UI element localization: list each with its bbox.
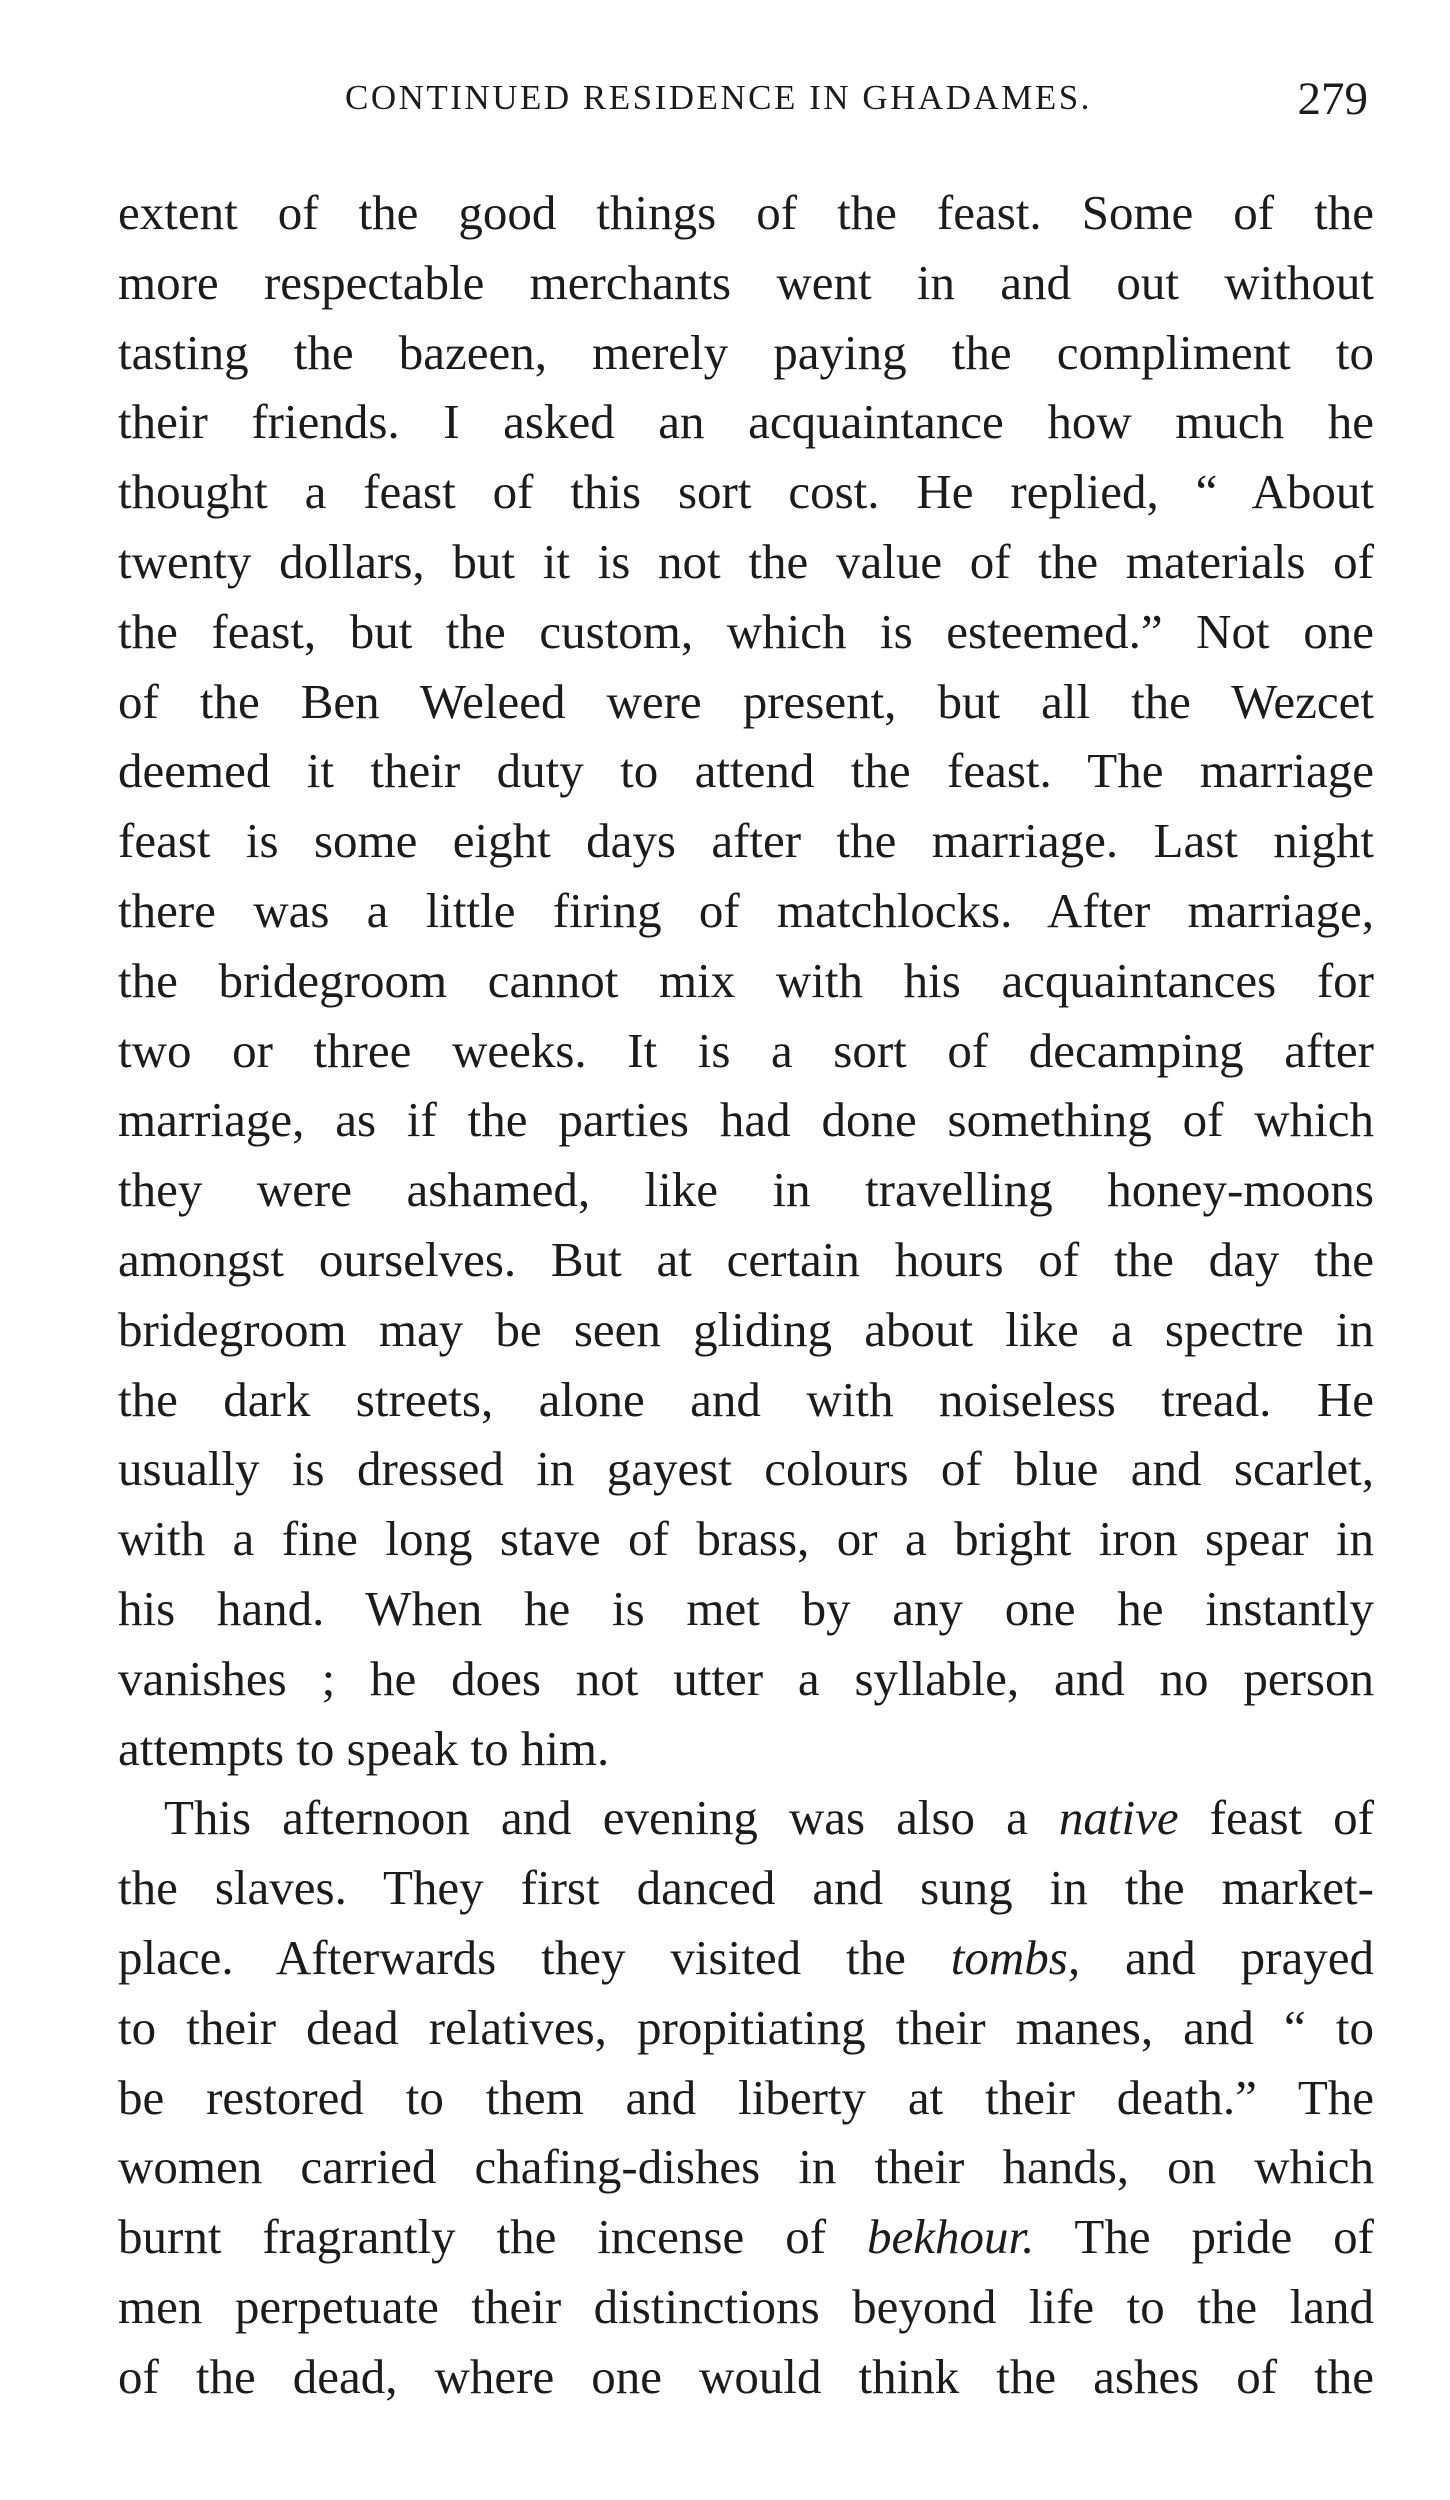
text-line <box>118 2202 1374 2272</box>
running-head: CONTINUED RESIDENCE IN GHADAMES. <box>345 78 1092 117</box>
text-line: they were ashamed, like in travelling honey-moons <box>118 1162 1374 1218</box>
text-segment: place. Afterwards they visited the <box>118 1929 951 1985</box>
text-line: deemed it their duty to attend the feast. The marriage <box>118 743 1374 799</box>
text-line: the dark streets, alone and with noiseless tread. He <box>118 1371 1374 1427</box>
text-line: vanishes ; he does not utter a syllable, and no person <box>118 1650 1374 1706</box>
text-line: of the dead, where one would think the ashes of the <box>118 2348 1374 2404</box>
text-line: more respectable merchants went in and out without <box>118 254 1374 310</box>
text-line: feast is some eight days after the marriage. Last night <box>118 813 1374 869</box>
paragraph-1 <box>118 178 1374 1783</box>
text-segment: The pride of <box>1034 2209 1374 2265</box>
text-segment: and prayed <box>1080 1929 1374 1985</box>
text-line: the slaves. They first danced and sung in the market- <box>118 1860 1374 1916</box>
text-line: of the Ben Weleed were present, but all the Wezcet <box>118 673 1374 729</box>
text-line: twenty dollars, but it is not the value of the materials of <box>118 533 1374 589</box>
text-line: to their dead relatives, propitiating their manes, and “ to <box>118 1999 1374 2055</box>
text-line: their friends. I asked an acquaintance how much he <box>118 394 1374 450</box>
text-line: extent of the good things of the feast. Some of the <box>118 185 1374 240</box>
page-header <box>120 72 1370 142</box>
paragraph-2 <box>118 1783 1374 2411</box>
text-line: with a fine long stave of brass, or a bright iron spear in <box>118 1511 1374 1567</box>
italic-term: bekhour. <box>866 2209 1035 2265</box>
text-segment: This afternoon and evening was also a <box>164 1790 1059 1846</box>
text-line: there was a little firing of matchlocks. After marriage, <box>118 882 1374 938</box>
italic-term: native <box>1058 1790 1179 1846</box>
text-line: men perpetuate their distinctions beyond life to the land <box>118 2278 1374 2334</box>
italic-term: tombs, <box>950 1929 1081 1985</box>
text-line: two or three weeks. It is a sort of decamping after <box>118 1022 1374 1078</box>
text-line: thought a feast of this sort cost. He replied, “ About <box>118 464 1374 520</box>
text-line: his hand. When he is met by any one he instantly <box>118 1580 1374 1636</box>
text-segment: burnt fragrantly the incense of <box>118 2209 867 2265</box>
text-segment: feast of <box>1178 1790 1374 1846</box>
text-line: usually is dressed in gayest colours of blue and scarlet, <box>118 1441 1374 1497</box>
text-line: attempts to speak to him. <box>118 1720 610 1776</box>
text-line: be restored to them and liberty at their death.” The <box>118 2069 1374 2125</box>
text-line: the feast, but the custom, which is esteemed.” Not one <box>118 603 1374 659</box>
text-line: bridegroom may be seen gliding about like a spectre in <box>118 1301 1374 1357</box>
text-line: amongst ourselves. But at certain hours of the day the <box>118 1231 1374 1287</box>
body-text <box>118 178 1374 2412</box>
text-line: tasting the bazeen, merely paying the compliment to <box>118 324 1374 380</box>
text-line <box>118 1923 1374 1993</box>
text-line: the bridegroom cannot mix with his acquaintances for <box>118 952 1374 1008</box>
text-line: marriage, as if the parties had done something of which <box>118 1092 1374 1148</box>
text-line: women carried chafing-dishes in their hands, on which <box>118 2139 1374 2195</box>
page-number: 279 <box>1297 73 1368 125</box>
text-line <box>118 1783 1374 1853</box>
